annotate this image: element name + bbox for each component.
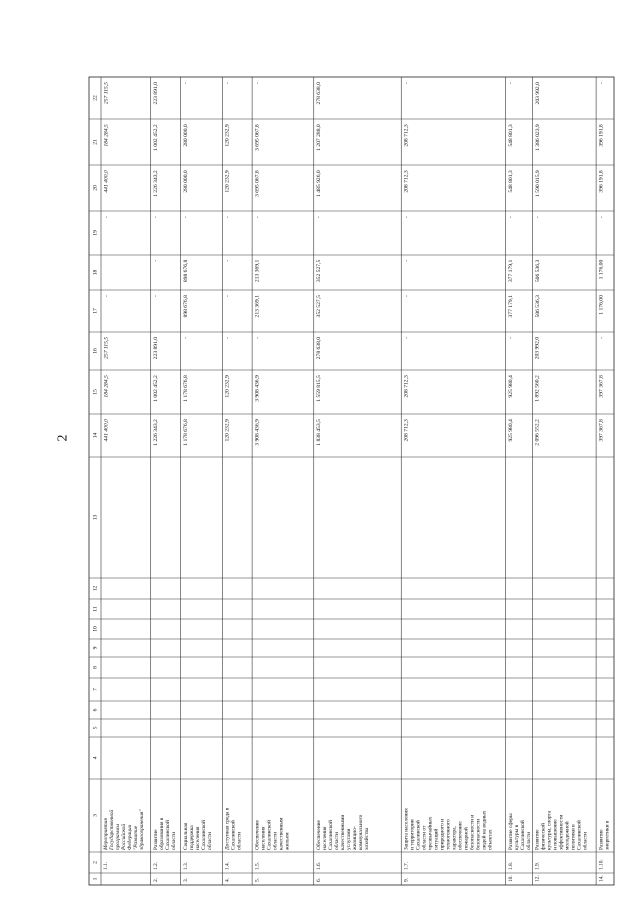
program-name-line: коммунального	[357, 814, 364, 850]
value-20: 1 485 926,0	[316, 170, 323, 197]
value-17: 213 369,1	[254, 295, 261, 318]
program-name-line: Обеспечение	[315, 820, 322, 850]
value-16: 223 891,0	[152, 336, 159, 360]
value-16: -	[598, 336, 605, 339]
row-number: 10.	[507, 875, 514, 882]
value-20: 396 191,8	[598, 170, 605, 193]
column-number-11: 11	[92, 606, 99, 612]
program-name-line: услугами	[345, 828, 352, 850]
value-18: 898 676,8	[182, 259, 189, 283]
value-19: -	[254, 216, 261, 219]
value-17: 377 179,1	[507, 295, 514, 318]
program-name-line: объектах	[487, 829, 494, 850]
value-15: 184 284,5	[103, 375, 110, 398]
value-22: 278 638,0	[316, 82, 323, 105]
row-number: 2.	[152, 877, 159, 882]
value-16: 203 992,0	[534, 336, 541, 360]
program-name-line: жилищно-	[351, 826, 358, 850]
program-name-line: Развитие	[534, 829, 541, 850]
row-code: 1.10.	[598, 859, 605, 870]
value-14: 1 178 676,8	[182, 419, 189, 446]
program-name-line: области от	[421, 825, 428, 850]
program-name-line: культуры в	[513, 824, 520, 850]
program-name-line: ситуаций	[433, 828, 440, 850]
value-21: 548 801,3	[507, 124, 514, 147]
program-name-line: населения	[194, 826, 201, 850]
program-name-line: хозяйства	[363, 827, 370, 850]
program-name-line: области	[333, 831, 340, 850]
value-20: 548 801,3	[507, 170, 514, 193]
program-name-line: Защита населения	[403, 808, 410, 850]
program-name-line: поддержка	[188, 825, 195, 850]
program-name-line: Российской	[121, 823, 128, 850]
value-22: -	[224, 82, 231, 84]
value-22: 203 992,0	[534, 82, 541, 105]
program-name-line: программы	[115, 823, 122, 850]
program-name-line: людей на водных	[481, 810, 488, 850]
program-name-line: Развитие	[598, 829, 605, 850]
program-name-line: физической	[540, 823, 547, 850]
column-number-16: 16	[92, 348, 99, 354]
column-number-17: 17	[92, 308, 99, 314]
program-name-line: характера,	[451, 826, 458, 850]
value-20: 1 226 343,2	[152, 170, 159, 197]
program-name-line: техногенного	[445, 819, 452, 850]
table-grid	[89, 7, 614, 885]
value-21: 208 712,3	[403, 124, 410, 147]
value-21: 120 232,9	[224, 124, 231, 147]
program-name-line: здравоохранения"	[139, 809, 146, 850]
program-name-line: качественными	[339, 814, 346, 850]
value-19: -	[598, 216, 605, 219]
value-14: 208 712,3	[403, 419, 410, 442]
row-code: 1.5.	[254, 861, 261, 870]
program-name-line: Государственной	[109, 809, 116, 850]
value-14: 3 908 436,9	[254, 419, 261, 446]
column-number-19: 19	[92, 230, 99, 236]
value-18: -	[152, 259, 159, 262]
value-20: 3 695 067,8	[254, 170, 261, 197]
value-22: -	[598, 82, 605, 84]
program-name-line: энергетики в	[604, 820, 611, 850]
column-number-8: 8	[92, 666, 99, 669]
value-16: -	[507, 336, 514, 339]
value-15: 1 002 452,2	[152, 375, 159, 402]
value-19: -	[224, 216, 231, 219]
value-21: 1 207 288,0	[316, 124, 323, 151]
column-number-18: 18	[92, 269, 99, 276]
program-name-line: и территории	[409, 819, 416, 850]
column-number-12: 12	[92, 585, 99, 592]
value-18: 213 369,1	[254, 259, 261, 283]
value-15: 120 232,9	[224, 375, 231, 398]
value-18: 377 179,1	[507, 259, 514, 283]
program-name-line: Федерации	[127, 824, 134, 850]
program-name-line: и повышение	[552, 819, 559, 850]
program-name-line: области	[206, 831, 213, 850]
value-22: -	[254, 82, 261, 84]
program-name-line: Сахалинской	[164, 820, 171, 850]
value-14: 1 226 343,2	[152, 419, 159, 446]
value-16: -	[254, 336, 261, 339]
row-number: 3.	[182, 877, 189, 882]
column-number-2: 2	[92, 861, 99, 864]
value-17: -	[103, 295, 110, 297]
value-22: 223 891,0	[152, 82, 159, 105]
program-name-line: Развитие	[152, 829, 159, 850]
row-number: 14.	[598, 875, 605, 882]
program-name-line: Сахалинской	[576, 820, 583, 850]
row-code: 1.4.	[224, 861, 231, 870]
value-15: 1 892 560,2	[534, 375, 541, 402]
value-14: 441 400,0	[103, 419, 110, 442]
program-name-line: Развитие сферы	[507, 813, 514, 850]
column-number-1: 1	[92, 877, 99, 881]
program-name-line: Сахалинской	[519, 820, 526, 850]
value-20: 441 400,0	[103, 170, 110, 193]
value-17: -	[152, 295, 159, 297]
column-number-9: 9	[92, 646, 99, 650]
value-18: 506 536,3	[534, 259, 541, 283]
program-name-line: области	[236, 831, 243, 850]
program-name-line: молодежной	[564, 821, 571, 850]
program-name-line: Сахалинской	[327, 820, 334, 850]
value-17: -	[403, 295, 410, 297]
program-name-line: культуры, спорта	[546, 810, 553, 850]
value-19: -	[507, 216, 514, 219]
program-name-line: природного и	[439, 818, 446, 850]
column-number-13: 13	[92, 514, 99, 521]
program-name-line: Обеспечение	[254, 820, 261, 850]
value-20: 1 590 015,9	[534, 170, 541, 197]
row-number: 4.	[224, 877, 231, 882]
column-number-22: 22	[92, 95, 99, 101]
value-18: 1 176,00	[598, 259, 605, 280]
program-name-line: области	[170, 831, 177, 850]
program-name-line: пожарной	[463, 827, 470, 850]
program-name-line: населения	[321, 826, 328, 850]
row-code: 1.9.	[534, 861, 541, 870]
value-17: -	[224, 295, 231, 297]
value-18: -	[403, 259, 410, 262]
value-18: 352 527,5	[316, 259, 323, 283]
value-17: 352 527,5	[316, 295, 323, 318]
value-15: 397 367,8	[598, 375, 605, 398]
value-21: 396 191,8	[598, 124, 605, 147]
value-14: 120 232,9	[224, 419, 231, 442]
column-number-14: 14	[92, 432, 99, 439]
value-21: 184 284,5	[103, 124, 110, 147]
value-15: 1 178 676,8	[182, 375, 189, 402]
program-name-line: чрезвычайных	[427, 816, 434, 850]
value-20: 208 712,3	[403, 170, 410, 193]
program-name-line: Сахалинской	[266, 820, 273, 850]
program-name-line: Сахалинской	[200, 820, 207, 850]
column-number-6: 6	[92, 708, 99, 712]
value-20: 280 000,0	[182, 170, 189, 193]
value-15: 208 712,3	[403, 375, 410, 398]
program-name-line: населения	[260, 826, 267, 850]
page-number: 2	[55, 434, 71, 442]
value-14: 397 367,8	[598, 419, 605, 442]
value-21: 1 002 452,2	[152, 124, 159, 151]
value-16: -	[224, 336, 231, 339]
value-17: 1 176,00	[598, 295, 605, 315]
row-number: 5.	[254, 877, 261, 882]
column-number-21: 21	[92, 139, 99, 145]
program-name-line: эффективности	[558, 814, 565, 850]
value-17: 898 676,8	[182, 295, 189, 318]
value-19: -	[316, 216, 323, 219]
program-name-line: безопасности и	[469, 814, 476, 850]
row-code: 1.3.	[182, 861, 189, 870]
row-number: 6.	[315, 877, 322, 882]
value-22: -	[403, 82, 410, 84]
column-number-20: 20	[92, 185, 99, 191]
value-16: 257 115,5	[103, 336, 110, 359]
program-name-line: Доступная среда в	[224, 807, 231, 850]
value-16: -	[403, 336, 410, 339]
value-22: 257 115,5	[103, 82, 110, 105]
value-21: 1 386 023,9	[534, 124, 541, 151]
value-19: -	[152, 216, 159, 219]
value-22: -	[182, 82, 189, 84]
value-20: 120 232,9	[224, 170, 231, 193]
column-number-15: 15	[92, 389, 99, 395]
column-number-3: 3	[92, 814, 99, 817]
budget-table	[89, 7, 614, 885]
row-number: 9.	[403, 877, 410, 882]
value-15: 3 908 436,9	[254, 375, 261, 402]
program-name-line: образования в	[158, 817, 165, 850]
value-19: -	[182, 216, 189, 219]
column-number-5: 5	[92, 726, 99, 730]
value-16: -	[182, 336, 189, 339]
program-name-line: области	[272, 831, 279, 850]
program-name-line: Мероприятия	[103, 818, 110, 850]
row-number: 12.	[534, 875, 541, 882]
program-name-line: Сахалинской	[415, 820, 422, 850]
column-number-10: 10	[92, 626, 99, 632]
row-code: 1.6.	[315, 861, 322, 870]
value-21: 280 000,0	[182, 124, 189, 147]
program-name-line: жильем	[284, 832, 291, 850]
value-18: -	[224, 259, 231, 262]
value-16: 278 638,0	[316, 336, 323, 360]
value-19: -	[403, 216, 410, 219]
program-name-line: Сахалинской	[230, 820, 237, 850]
program-name-line: области	[582, 831, 589, 850]
value-21: 3 695 067,8	[254, 124, 261, 151]
value-22: -	[507, 82, 514, 84]
value-14: 2 096 552,2	[534, 419, 541, 446]
value-14: 925 980,4	[507, 419, 514, 442]
column-number-4: 4	[92, 756, 99, 760]
row-code: 1.8.	[507, 861, 514, 870]
value-19: -	[103, 216, 110, 219]
value-17: 506 536,3	[534, 295, 541, 318]
value-15: 1 559 815,5	[316, 375, 323, 402]
program-name-line: безопасности	[475, 819, 482, 850]
value-15: 925 980,4	[507, 375, 514, 398]
program-name-line: "Развитие	[133, 825, 140, 850]
value-19: -	[534, 216, 541, 219]
column-number-7: 7	[92, 688, 99, 691]
program-name-line: области	[525, 831, 532, 850]
program-name-line: качественным	[278, 817, 285, 850]
program-name-line: политики в	[570, 824, 577, 850]
table-border	[89, 77, 614, 885]
row-code: 1.7.	[403, 861, 410, 870]
value-14: 1 838 453,5	[316, 419, 323, 446]
row-code: 1.1.	[103, 861, 110, 870]
program-name-line: Социальная	[182, 822, 189, 850]
row-code: 1.2.	[152, 861, 159, 870]
program-name-line: обеспечение	[457, 821, 464, 850]
